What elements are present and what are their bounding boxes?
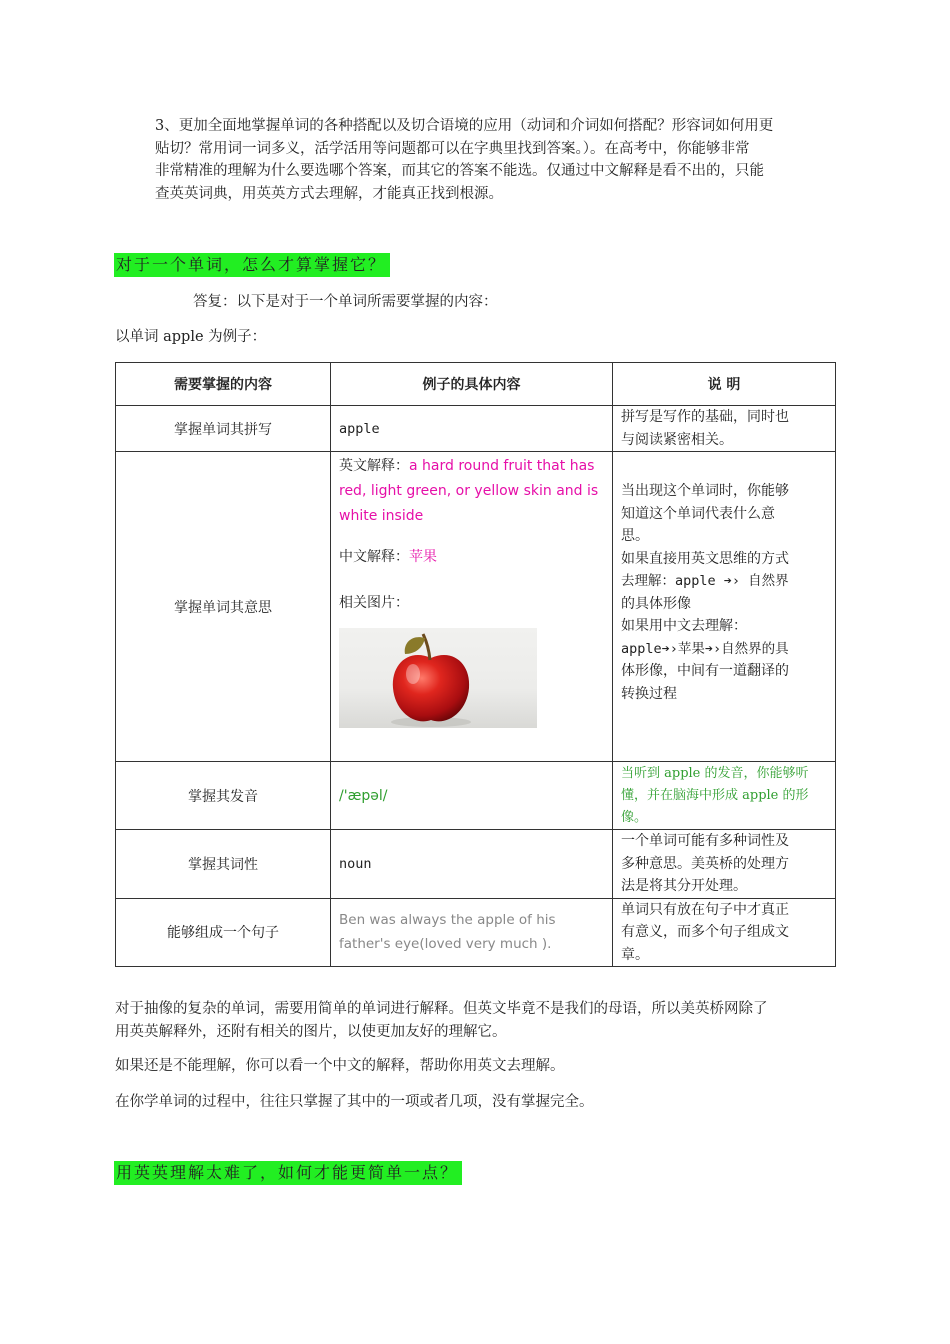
note-line: 思。 xyxy=(621,528,649,544)
note-line: 转换过程 xyxy=(621,685,677,702)
example-cell: /'æpəl/ xyxy=(331,762,613,830)
intro-line: 非常精准的理解为什么要选哪个答案，而其它的答案不能选。仅通过中文解释是看不出的，只能 xyxy=(155,163,764,179)
table-header: 例子的具体内容 xyxy=(331,363,613,406)
en-definition: white inside xyxy=(339,508,424,524)
note-line: 与阅读紧密相关。 xyxy=(621,431,733,448)
table-row xyxy=(116,406,836,452)
note-line: 的具体形像 xyxy=(621,595,691,612)
intro-line: 贴切？常用词一词多义，活学活用等问题都可以在字典里找到答案。）。在高考中，你能够非常 xyxy=(155,140,750,157)
table-row xyxy=(116,830,836,899)
example-cell xyxy=(331,898,613,967)
example-line: father's eye(loved very much ). xyxy=(339,936,552,953)
note-line: 当听到 apple 的发音，你能够听 xyxy=(621,765,809,781)
en-definition: red, light green, or yellow skin and is xyxy=(339,483,599,499)
paragraph: 如果还是不能理解，你可以看一个中文的解释，帮助你用英文去理解。 xyxy=(115,1058,565,1074)
note-line: 知道这个单词代表什么意 xyxy=(621,505,775,522)
note-cell xyxy=(613,406,836,452)
note-line: 如果用中文去理解： xyxy=(621,618,747,634)
example-cell xyxy=(331,452,613,762)
cn-label: 中文解释： xyxy=(339,549,409,565)
intro-paragraph xyxy=(155,115,845,205)
en-definition: a hard round fruit that has xyxy=(409,458,595,474)
note-line: 如果直接用英文思维的方式 xyxy=(621,550,789,567)
note-line: apple➔›苹果➔›自然界的具 xyxy=(621,640,789,657)
note-line: 法是将其分开处理。 xyxy=(621,878,747,894)
note-line: 懂，并在脑海中形成 apple 的形 xyxy=(621,787,809,803)
note-line: 像。 xyxy=(621,809,648,825)
table-row xyxy=(116,762,836,830)
table-header-row xyxy=(116,363,836,406)
item-cell: 掌握单词其拼写 xyxy=(116,406,331,452)
apple-icon xyxy=(339,628,537,728)
paragraph: 在你学单词的过程中，往往只掌握了其中的一项或者几项，没有掌握完全。 xyxy=(115,1094,594,1110)
table-row xyxy=(116,898,836,967)
note-line: 章。 xyxy=(621,946,649,963)
item-cell: 掌握其词性 xyxy=(116,830,331,899)
en-label: 英文解释： xyxy=(339,458,409,474)
cn-definition: 苹果 xyxy=(409,549,437,565)
example-cell: noun xyxy=(331,830,613,899)
note-line: 体形像，中间有一道翻译的 xyxy=(621,663,789,679)
item-cell: 能够组成一个句子 xyxy=(116,898,331,967)
note-line: 去理解：apple ➔› 自然界 xyxy=(621,573,789,589)
table-header: 说 明 xyxy=(613,363,836,406)
item-cell: 掌握单词其意思 xyxy=(116,452,331,762)
example-cell: apple xyxy=(331,406,613,452)
note-cell xyxy=(613,452,836,762)
table-header: 需要掌握的内容 xyxy=(116,363,331,406)
picture-label: 相关图片： xyxy=(339,595,409,611)
paragraph-line: 对于抽像的复杂的单词，需要用简单的单词进行解释。但英文毕竟不是我们的母语，所以美英桥网除了 xyxy=(115,1001,768,1017)
apple-image xyxy=(339,628,537,728)
table-row xyxy=(116,452,836,762)
note-cell xyxy=(613,898,836,967)
note-line: 有意义，而多个句子组成文 xyxy=(621,924,789,940)
word-mastery-table xyxy=(115,362,836,967)
item-cell: 掌握其发音 xyxy=(116,762,331,830)
explanation-paragraph xyxy=(115,998,845,1043)
example-line: Ben was always the apple of his xyxy=(339,912,556,929)
note-line: 一个单词可能有多种词性及 xyxy=(621,833,789,849)
note-cell xyxy=(613,762,836,830)
section-heading: 用英英理解太难了，如何才能更简单一点？ xyxy=(114,1161,462,1185)
intro-line: 3、更加全面地掌握单词的各种搭配以及切合语境的应用（动词和介词如何搭配？形容词如何用更 xyxy=(155,118,774,134)
note-line: 单词只有放在句子中才真正 xyxy=(621,901,789,918)
note-line: 当出现这个单词时，你能够 xyxy=(621,483,789,499)
reply-text: 答复：以下是对于一个单词所需要掌握的内容： xyxy=(193,294,498,310)
intro-line: 查英英词典，用英英方式去理解，才能真正找到根源。 xyxy=(155,185,503,202)
note-line: 拼写是写作的基础，同时也 xyxy=(621,409,789,425)
section-heading: 对于一个单词，怎么才算掌握它？ xyxy=(114,253,390,277)
note-cell xyxy=(613,830,836,899)
note-line: 多种意思。美英桥的处理方 xyxy=(621,855,789,872)
paragraph-line: 用英英解释外，还附有相关的图片，以使更加友好的理解它。 xyxy=(115,1023,507,1040)
example-intro: 以单词 apple 为例子： xyxy=(115,329,267,345)
